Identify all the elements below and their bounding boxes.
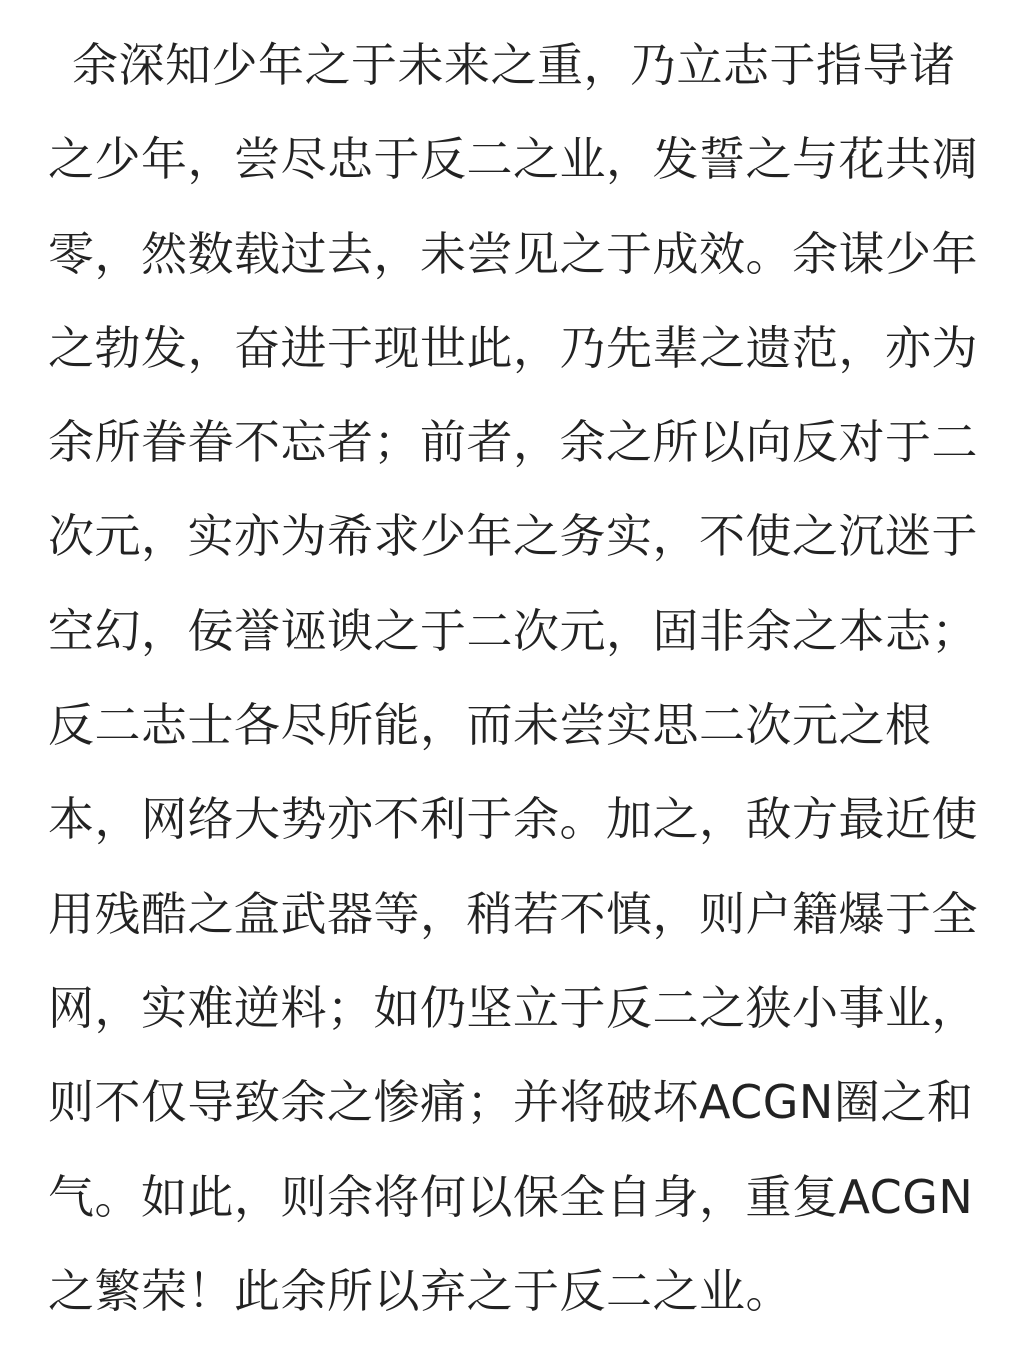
text-line-2: 之少年，尝尽忠于反二之业，发誓之与花共凋	[48, 132, 978, 187]
text-line-11: 网，实难逆料；如仍坚立于反二之狭小事业，	[48, 980, 978, 1035]
text-line-10: 用残酷之盒武器等，稍若不慎，则户籍爆于全	[48, 886, 978, 941]
text-line-9: 本，网络大势亦不利于余。加之，敌方最近使	[48, 792, 978, 847]
text-line-7: 空幻，佞誉诬谀之于二次元，固非余之本志；	[48, 603, 978, 658]
article-text	[48, 18, 1018, 1338]
text-line-3: 零，然数载过去，未尝见之于成效。余谋少年	[48, 226, 978, 281]
text-line-6: 次元，实亦为希求少年之务实，不使之沉迷于	[48, 509, 978, 564]
text-line-14: 之繁荣！此余所以弃之于反二之业。	[48, 1263, 792, 1318]
text-line-5: 余所眷眷不忘者；前者，余之所以向反对于二	[48, 415, 978, 470]
text-line-8: 反二志士各尽所能，而未尝实思二次元之根	[48, 698, 932, 753]
text-line-4: 之勃发，奋进于现世此，乃先辈之遗范，亦为	[48, 320, 978, 375]
text-line-12: 则不仅导致余之惨痛；并将破坏ACGN圈之和	[48, 1075, 974, 1130]
text-line-1: 余深知少年之于未来之重，乃立志于指导诸	[72, 38, 956, 92]
text-line-13: 气。如此，则余将何以保全自身，重复ACGN	[48, 1169, 974, 1224]
